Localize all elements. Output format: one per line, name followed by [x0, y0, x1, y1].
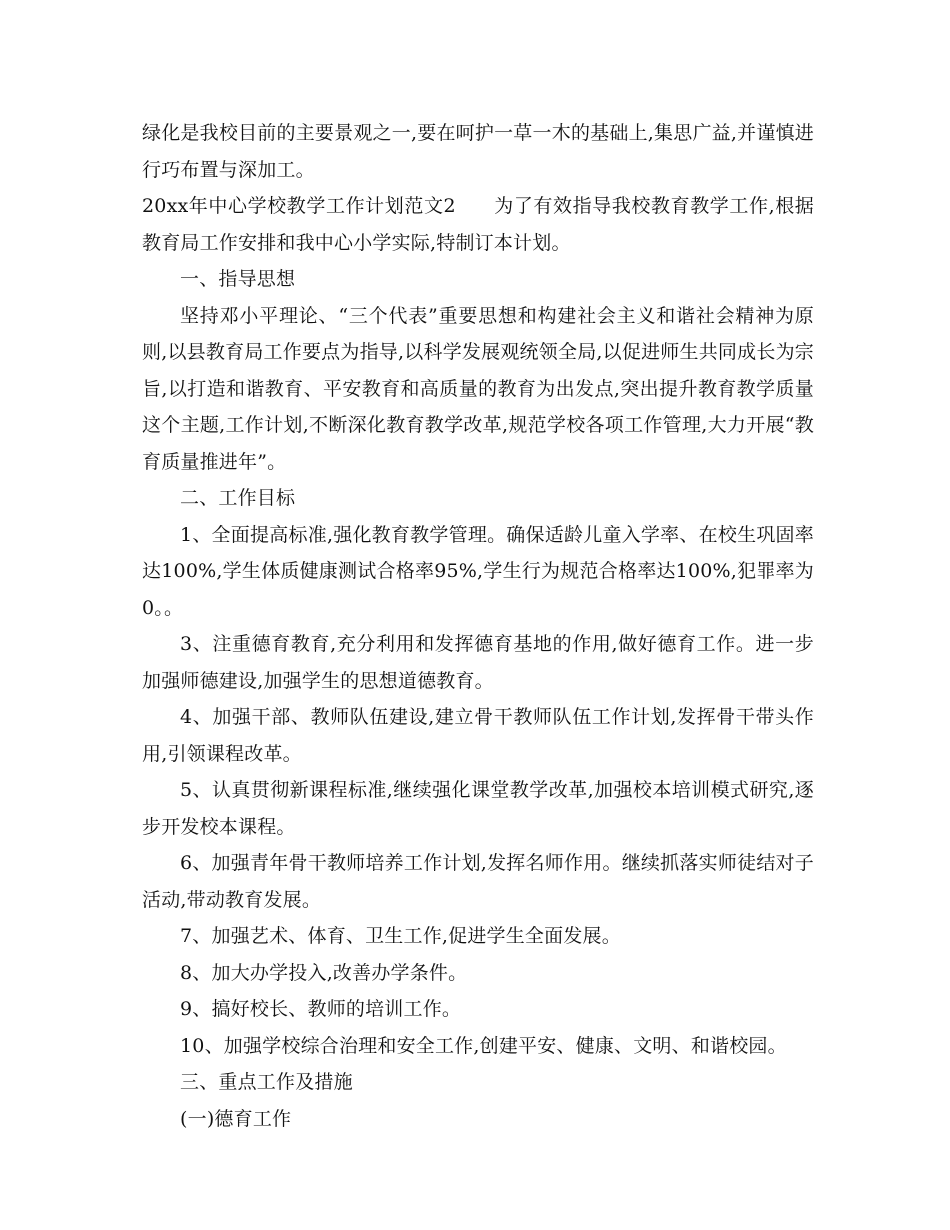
- goal-item-1: 1、全面提高标准,强化教育教学管理。确保适龄儿童入学率、在校生巩固率达100%,学生体质健康测试合格率95%,学生行为规范合格率达100%,犯罪率为0。。: [142, 523, 814, 619]
- paragraph-greening: 绿化是我校目前的主要景观之一,要在呵护一草一木的基础上,集思广益,并谨慎进行巧布置与深加工。: [142, 122, 814, 181]
- paragraph-guiding-thought: 坚持邓小平理论、“三个代表”重要思想和构建社会主义和谐社会精神为原则,以县教育局工作要点为指导,以科学发展观统领全局,以促进师生共同成长为宗旨,以打造和谐教育、平安教育和高质量的教育为出发点,突出提升教育教学质量这个主题,工作计划,不断深化教育教学改革,规范学校各项工作管理,大力开展“教育质量推进年”。: [142, 304, 814, 473]
- subheading-moral-education: (一)德育工作: [180, 1107, 292, 1130]
- goal-item-5: 5、认真贯彻新课程标准,继续强化课堂教学改革,加强校本培训模式研究,逐步开发校本课程。: [142, 779, 814, 838]
- purpose-text: 为了有效指导我校教育教学工作,根据教育局工作安排和我中心小学实际,特制订本计划。: [142, 195, 815, 254]
- document-title: 20xx年中心学校教学工作计划范文2: [142, 195, 456, 217]
- goal-item-6: 6、加强青年骨干教师培养工作计划,发挥名师作用。继续抓落实师徒结对子活动,带动教育发展。: [142, 852, 814, 911]
- goal-item-3: 3、注重德育教育,充分利用和发挥德育基地的作用,做好德育工作。进一步加强师德建设,加强学生的思想道德教育。: [142, 633, 814, 692]
- heading-guiding-thought: 一、指导思想: [180, 268, 296, 290]
- goal-item-7: 7、加强艺术、体育、卫生工作,促进学生全面发展。: [180, 925, 621, 947]
- document-body: [142, 115, 814, 1137]
- heading-work-goals: 二、工作目标: [180, 487, 296, 509]
- goal-item-10: 10、加强学校综合治理和安全工作,创建平安、健康、文明、和谐校园。: [180, 1034, 787, 1057]
- goal-item-9: 9、搞好校长、教师的培训工作。: [180, 998, 462, 1020]
- goal-item-8: 8、加大办学投入,改善办学条件。: [180, 961, 468, 984]
- heading-key-work: 三、重点工作及措施: [180, 1071, 353, 1093]
- paragraph-title-purpose: [142, 188, 814, 261]
- goal-item-4: 4、加强干部、教师队伍建设,建立骨干教师队伍工作计划,发挥骨干带头作用,引领课程改革。: [142, 706, 814, 765]
